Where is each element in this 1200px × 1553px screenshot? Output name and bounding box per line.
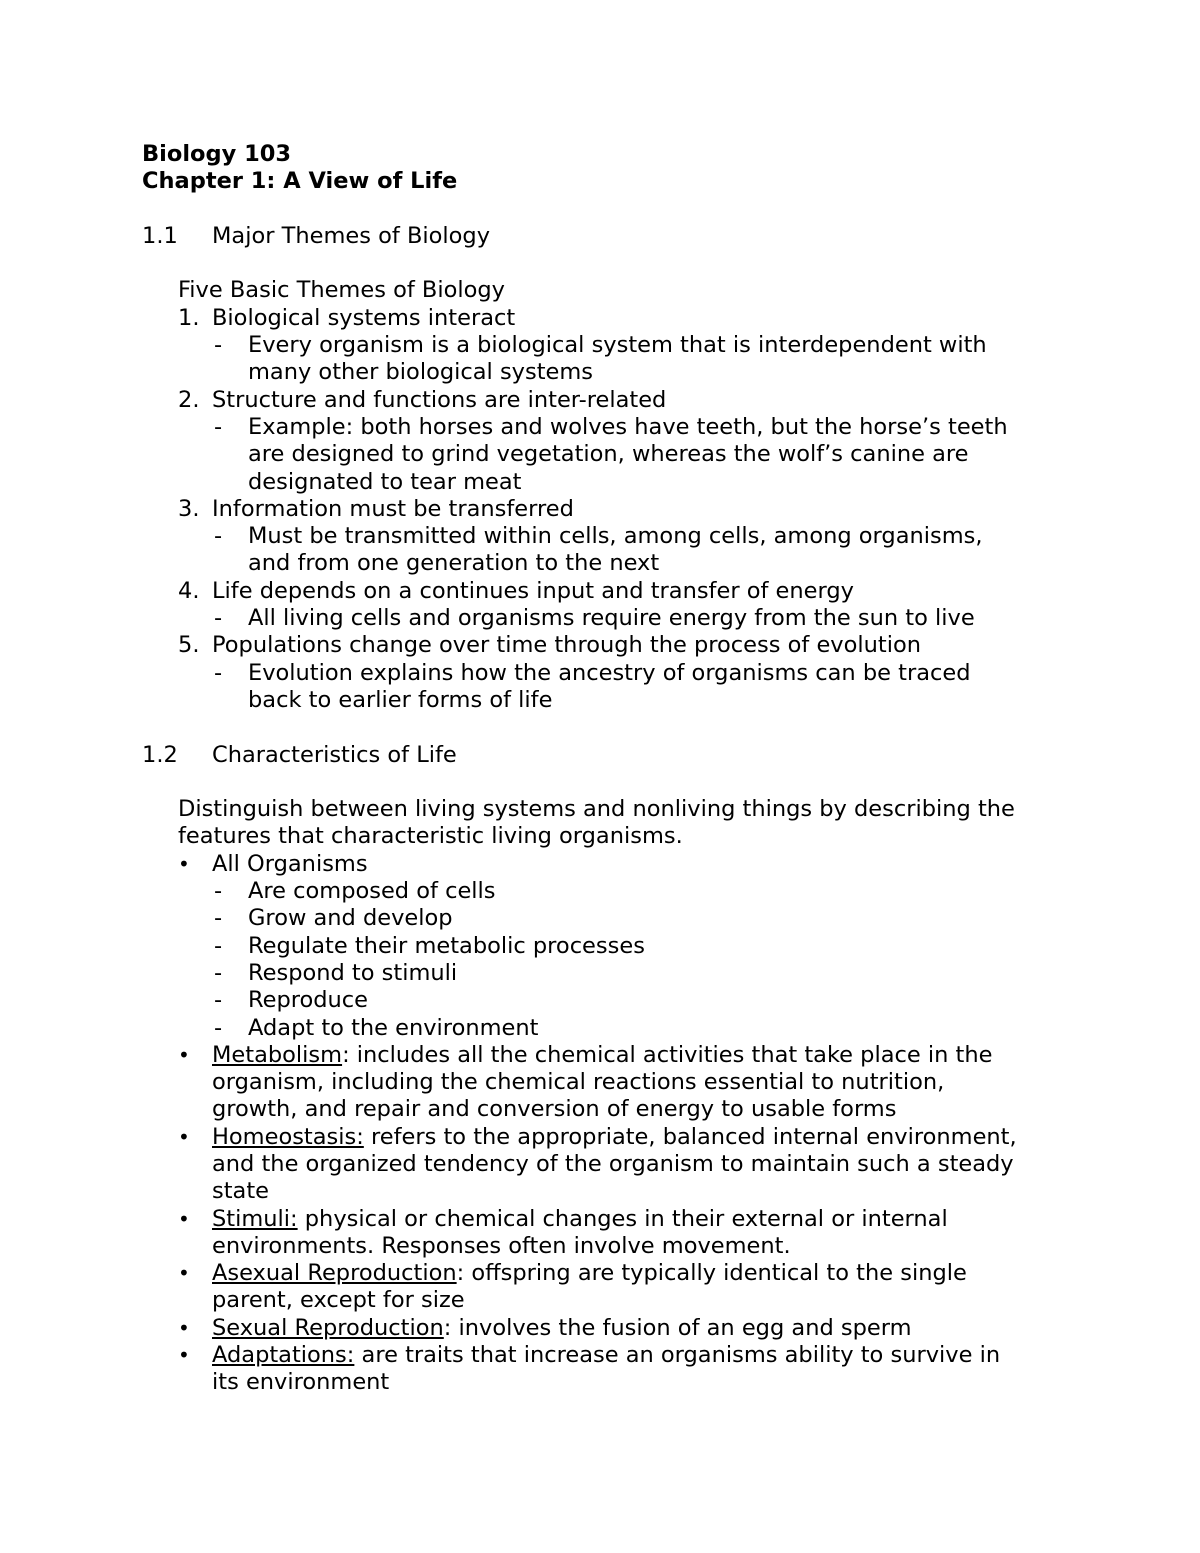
definition-cont: growth, and repair and conversion of energy to usable forms — [212, 1096, 897, 1123]
bullet-marker: • — [178, 1261, 190, 1286]
definition-cont: and the organized tendency of the organism to maintain such a steady — [212, 1150, 1014, 1177]
bullet-marker: • — [178, 1042, 190, 1067]
section-heading-1-2 — [142, 742, 1072, 769]
dash-marker: - — [214, 659, 223, 686]
definition: physical or chemical changes in their external or internal — [297, 1205, 948, 1232]
list-number: 3. — [178, 495, 200, 522]
definition-cont: state — [212, 1178, 269, 1205]
term: Sexual Reproduction — [212, 1314, 444, 1341]
course-title: Biology 103 — [142, 141, 292, 167]
definition: : involves the fusion of an egg and sperm — [443, 1314, 912, 1341]
section-number: 1.1 — [142, 222, 178, 249]
bullet-marker: • — [178, 1343, 190, 1368]
bullet-marker: • — [178, 1315, 190, 1340]
list-number: 1. — [178, 304, 200, 331]
term: Metabolism — [212, 1041, 343, 1068]
dash-marker: - — [214, 987, 223, 1014]
theme-detail-cont: many other biological systems — [248, 359, 594, 386]
chapter-title: Chapter 1: A View of Life — [142, 168, 458, 195]
term: Adaptations: — [212, 1342, 355, 1369]
section-heading-1-1 — [142, 223, 1072, 250]
definition: : offspring are typically identical to the single — [456, 1260, 967, 1287]
dash-marker: - — [214, 932, 223, 959]
trait-text: Grow and develop — [248, 905, 453, 932]
section-title: Major Themes of Biology — [212, 222, 491, 249]
theme-text: Populations change over time through the process of evolution — [212, 632, 921, 659]
bullet-marker: • — [178, 1206, 190, 1231]
theme-item-5 — [142, 632, 1072, 659]
dash-marker: - — [214, 605, 223, 632]
definition: : includes all the chemical activities that take place in the — [342, 1041, 993, 1068]
definition-cont: parent, except for size — [212, 1287, 465, 1314]
characteristics-intro-cont: features that characteristic living organisms. — [178, 823, 683, 850]
term: Homeostasis: — [212, 1123, 364, 1150]
theme-detail-cont: designated to tear meat — [248, 468, 522, 495]
organism-trait — [142, 878, 1072, 905]
theme-text: Information must be transferred — [212, 495, 574, 522]
trait-text: Reproduce — [248, 987, 369, 1014]
trait-text: Are composed of cells — [248, 878, 496, 905]
dash-marker: - — [214, 905, 223, 932]
organism-trait — [142, 987, 1072, 1014]
dash-marker: - — [214, 413, 223, 440]
theme-text: Biological systems interact — [212, 304, 516, 331]
term: Stimuli: — [212, 1205, 298, 1232]
dash-marker: - — [214, 332, 223, 359]
spacer — [142, 769, 1072, 796]
theme-detail — [142, 414, 1072, 441]
trait-text: Adapt to the environment — [248, 1014, 539, 1041]
theme-text: Structure and functions are inter-related — [212, 386, 667, 413]
theme-detail-text: Every organism is a biological system that is interdependent with — [248, 332, 987, 359]
theme-item-4 — [142, 578, 1072, 605]
term: Asexual Reproduction — [212, 1260, 457, 1287]
theme-detail-text: Evolution explains how the ancestry of organisms can be traced — [248, 659, 971, 686]
theme-detail — [142, 332, 1072, 359]
dash-marker: - — [214, 878, 223, 905]
definition: are traits that increase an organisms ability to survive in — [354, 1342, 1001, 1369]
bullet-sexual-reproduction — [142, 1315, 1072, 1342]
theme-detail-cont: and from one generation to the next — [248, 550, 660, 577]
definition-cont: its environment — [212, 1369, 390, 1396]
theme-detail-text: All living cells and organisms require energy from the sun to live — [248, 605, 975, 632]
dash-marker: - — [214, 1014, 223, 1041]
definition: refers to the appropriate, balanced internal environment, — [363, 1123, 1017, 1150]
theme-detail-cont: are designed to grind vegetation, whereas the wolf’s canine are — [248, 441, 969, 468]
trait-text: Regulate their metabolic processes — [248, 932, 645, 959]
organism-trait — [142, 960, 1072, 987]
theme-detail — [142, 605, 1072, 632]
theme-detail — [142, 660, 1072, 687]
bullet-homeostasis — [142, 1124, 1072, 1151]
bullet-marker: • — [178, 1124, 190, 1149]
theme-item-2 — [142, 387, 1072, 414]
bullet-asexual-reproduction — [142, 1260, 1072, 1287]
bullet-text: All Organisms — [212, 850, 368, 877]
theme-detail-text: Example: both horses and wolves have teeth, but the horse’s teeth — [248, 413, 1008, 440]
theme-item-1 — [142, 305, 1072, 332]
bullet-adaptations — [142, 1342, 1072, 1369]
definition-cont: organism, including the chemical reactions essential to nutrition, — [212, 1069, 945, 1096]
theme-item-3 — [142, 496, 1072, 523]
list-number: 4. — [178, 577, 200, 604]
characteristics-intro: Distinguish between living systems and nonliving things by describing the — [178, 796, 1015, 823]
spacer — [142, 196, 1072, 223]
dash-marker: - — [214, 523, 223, 550]
organism-trait — [142, 933, 1072, 960]
bullet-metabolism — [142, 1042, 1072, 1069]
theme-text: Life depends on a continues input and transfer of energy — [212, 577, 854, 604]
list-number: 2. — [178, 386, 200, 413]
dash-marker: - — [214, 959, 223, 986]
theme-detail-cont: back to earlier forms of life — [248, 686, 553, 713]
bullet-stimuli — [142, 1206, 1072, 1233]
spacer — [142, 250, 1072, 277]
trait-text: Respond to stimuli — [248, 959, 458, 986]
bullet-all-organisms — [142, 851, 1072, 878]
theme-detail-text: Must be transmitted within cells, among cells, among organisms, — [248, 523, 983, 550]
section-number: 1.2 — [142, 741, 178, 768]
theme-detail — [142, 523, 1072, 550]
organism-trait — [142, 1015, 1072, 1042]
organism-trait — [142, 905, 1072, 932]
definition-cont: environments. Responses often involve movement. — [212, 1232, 791, 1259]
spacer — [142, 714, 1072, 741]
themes-intro: Five Basic Themes of Biology — [178, 277, 505, 304]
list-number: 5. — [178, 632, 200, 659]
bullet-marker: • — [178, 851, 190, 876]
section-title: Characteristics of Life — [212, 741, 457, 768]
document-body — [142, 141, 1072, 1397]
